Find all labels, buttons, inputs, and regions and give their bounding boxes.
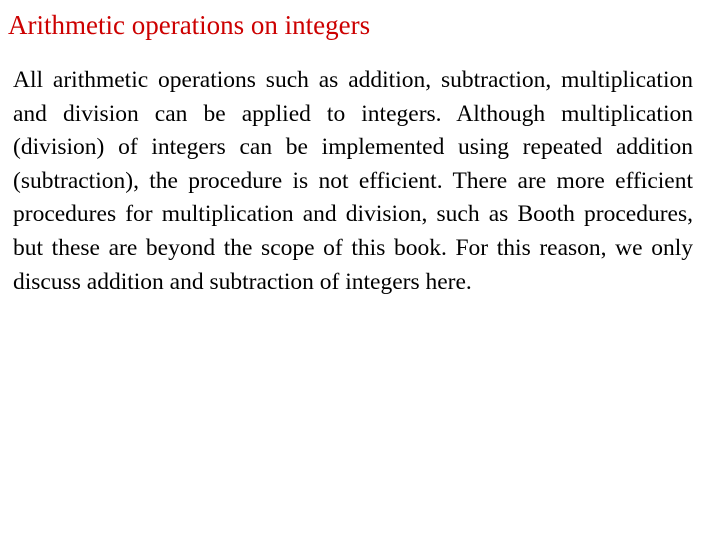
slide-title: Arithmetic operations on integers — [8, 10, 371, 40]
slide-body-paragraph: All arithmetic operations such as addition, subtraction, multiplication and division can be applied to integers. Although multiplication (division) of integers can be implemented using repeated addition (subtraction), the procedure is not efficient. There are more efficient procedures for multiplication and division, such as Booth procedures, but these are beyond the scope of this book. For this reason, we only discuss addition and subtraction of integers here. — [13, 67, 693, 295]
